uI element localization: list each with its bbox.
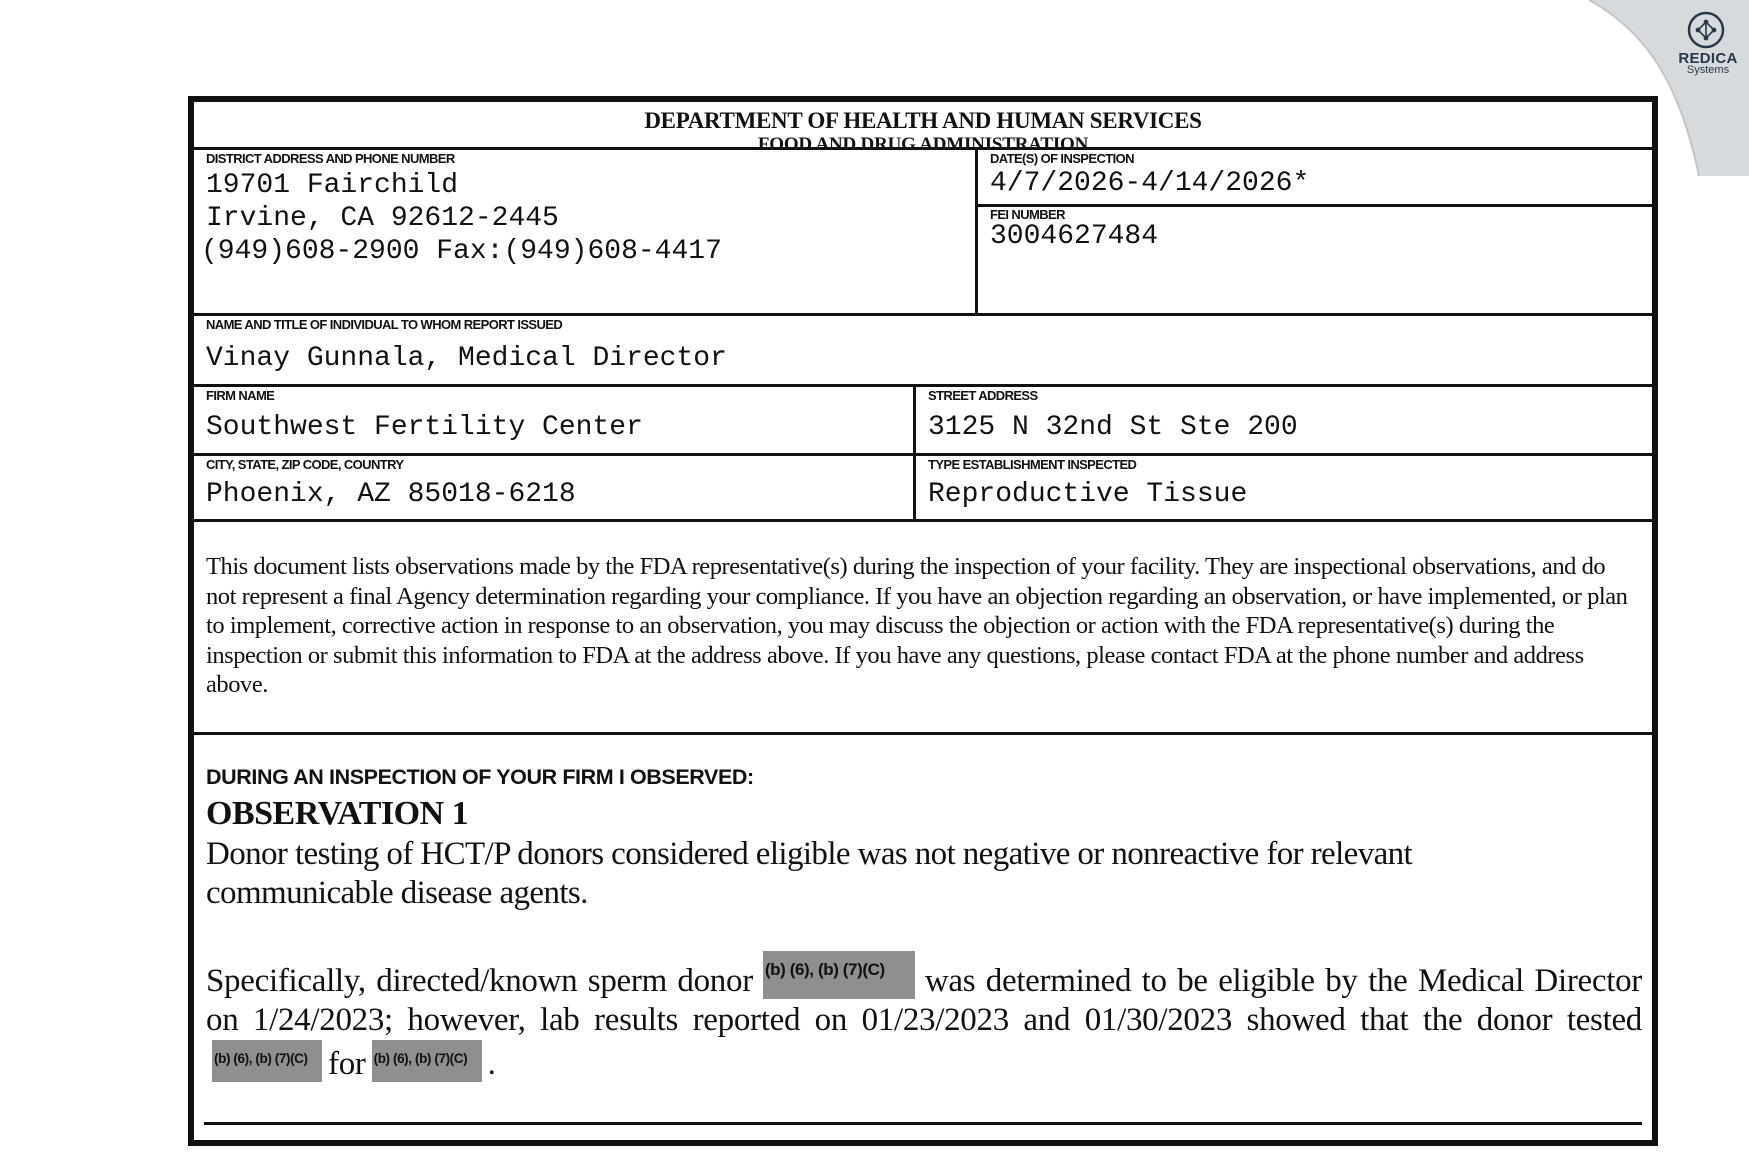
logo-subtitle: Systems (1686, 64, 1730, 76)
detail-text-4: . (487, 1046, 496, 1082)
observation-detail (206, 951, 1642, 1084)
establishment-label: TYPE ESTABLISHMENT INSPECTED (928, 457, 1137, 472)
firm-value: Southwest Fertility Center (206, 412, 643, 443)
street-label: STREET ADDRESS (928, 388, 1038, 403)
recipient-label: NAME AND TITLE OF INDIVIDUAL TO WHOM REPORT ISSUED (206, 317, 563, 332)
fda-483-form (188, 96, 1658, 1146)
district-line1: 19701 Fairchild (206, 170, 459, 201)
city-cell (194, 456, 913, 519)
district-cell (194, 150, 975, 313)
redica-network-icon (1686, 10, 1726, 50)
inspection-dates-value: 4/7/2026-4/14/2026* (990, 168, 1310, 199)
street-cell (913, 387, 1652, 453)
redaction-box (212, 1040, 322, 1082)
observation-title: OBSERVATION 1 (206, 795, 469, 832)
firm-label: FIRM NAME (206, 388, 275, 403)
notice-row (194, 522, 1652, 735)
logo-brand: REDICA (1678, 50, 1738, 67)
city-value: Phoenix, AZ 85018-6218 (206, 479, 576, 510)
street-value: 3125 N 32nd St Ste 200 (928, 412, 1298, 443)
detail-text-3: for (328, 1046, 366, 1082)
firm-row (194, 387, 1652, 456)
recipient-row (194, 316, 1652, 387)
district-label: DISTRICT ADDRESS AND PHONE NUMBER (206, 151, 455, 166)
city-row (194, 456, 1652, 522)
detail-text-2: was determined to be eligible by the Medical Director on 1/24/2023; however, lab results reported on 01/23/2023 and 01/30/2023 showed that the donor tested (206, 963, 1642, 1038)
redaction-code: (b) (6), (b) (7)(C) (214, 1051, 308, 1066)
establishment-cell (913, 456, 1652, 519)
establishment-value: Reproductive Tissue (928, 479, 1248, 510)
district-phone: (949)608-2900 Fax:(949)608-4417 (201, 236, 722, 267)
district-line2: Irvine, CA 92612-2445 (206, 203, 559, 234)
district-row (194, 150, 1652, 316)
notice-paragraph: This document lists observations made by the FDA representative(s) during the inspection of your facility. They are inspectional observations, and do not represent a final Agency determination regarding your compliance. If you have an objection regarding an observation, or have implemented, or plan to implement, corrective action in response to an observation, you may discuss the objection or action with the FDA representative(s) during the inspection or submit this information to FDA at the address above. If you have any questions, please contact FDA at the phone number and address above. (206, 553, 1628, 698)
fei-value: 3004627484 (990, 221, 1159, 252)
observation-summary: Donor testing of HCT/P donors considered eligible was not negative or nonreactive for relevant communicable disease agents. (206, 836, 1413, 911)
section-divider (204, 1122, 1642, 1125)
redaction-code: (b) (6), (b) (7)(C) (373, 1051, 468, 1066)
detail-text-1: Specifically, directed/known sperm donor (206, 963, 753, 999)
redaction-box (372, 1040, 482, 1082)
recipient-value: Vinay Gunnala, Medical Director (206, 343, 727, 374)
observation-intro: DURING AN INSPECTION OF YOUR FIRM I OBSERVED: (206, 765, 754, 789)
firm-cell (194, 387, 913, 453)
city-label: CITY, STATE, ZIP CODE, COUNTRY (206, 457, 404, 472)
observation-section (194, 735, 1652, 1155)
form-header (194, 102, 1652, 155)
inspection-dates-label: DATE(S) OF INSPECTION (990, 151, 1134, 166)
department-title: DEPARTMENT OF HEALTH AND HUMAN SERVICES (644, 108, 1202, 133)
fei-label: FEI NUMBER (990, 207, 1065, 222)
agency-title: FOOD AND DRUG ADMINISTRATION (757, 134, 1089, 155)
redaction-code: (b) (6), (b) (7)(C) (764, 960, 885, 979)
redaction-box (763, 951, 915, 999)
